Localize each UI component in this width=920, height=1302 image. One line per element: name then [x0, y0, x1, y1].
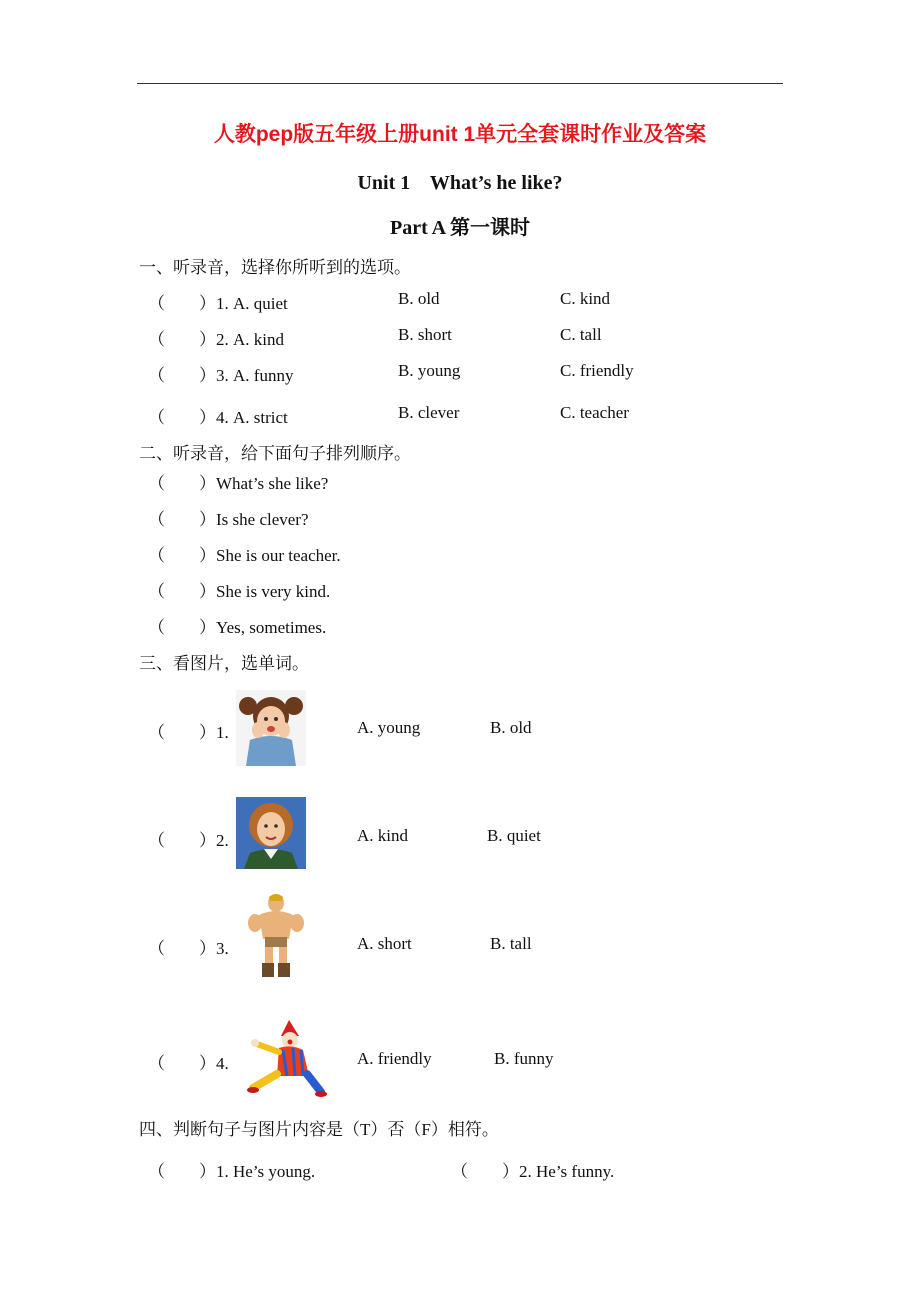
section2-item: （ ）Yes, sometimes. [148, 618, 327, 637]
option-b: B. young [398, 361, 461, 380]
option-c: C. teacher [560, 403, 629, 422]
section2-item: （ ）What’s she like? [148, 474, 329, 493]
option-b: B. clever [398, 403, 460, 422]
answer-blank-open: （ [148, 831, 165, 850]
unit-title: Unit 1 What’s he like? [357, 172, 563, 194]
option-a: A. friendly [357, 1049, 432, 1068]
answer-blank-open: （ [148, 330, 165, 349]
muscle-man-picture [245, 893, 307, 979]
section1-item-1: （ ）1. A. quiet [148, 294, 288, 313]
option-b: B. old [490, 718, 532, 737]
answer-blank-open: （ [148, 546, 165, 565]
answer-blank-open: （ [148, 408, 165, 427]
woman-portrait-picture [236, 797, 306, 869]
answer-blank-open: （ [148, 582, 165, 601]
section3-item-4: （ ）4. [148, 1054, 229, 1073]
answer-blank-open: （ [148, 939, 165, 958]
clown-picture [247, 1018, 327, 1098]
section4-heading: 四、判断句子与图片内容是（T）否（F）相符。 [139, 1120, 499, 1139]
option-b: B. short [398, 325, 452, 344]
option-a: A. short [357, 934, 412, 953]
option-b: B. quiet [487, 826, 541, 845]
answer-blank-open: （ [148, 618, 165, 637]
little-girl-picture [236, 690, 306, 766]
option-c: C. tall [560, 325, 602, 344]
section3-item-3: （ ）3. [148, 939, 229, 958]
answer-blank-open: （ [451, 1162, 468, 1181]
section1-item-4: （ ）4. A. strict [148, 408, 288, 427]
option-b: B. old [398, 289, 440, 308]
section3-heading: 三、看图片，选单词。 [139, 654, 309, 673]
section2-item: （ ）She is our teacher. [148, 546, 341, 565]
document-title: 人教pep版五年级上册unit 1单元全套课时作业及答案 [213, 123, 707, 146]
option-a: A. young [357, 718, 421, 737]
section2-item: （ ）Is she clever? [148, 510, 309, 529]
option-c: C. kind [560, 289, 611, 308]
part-title: Part A 第一课时 [390, 217, 530, 239]
section1-heading: 一、听录音，选择你所听到的选项。 [139, 258, 411, 277]
header-rule [137, 83, 783, 84]
section2-item: （ ）She is very kind. [148, 582, 331, 601]
section1-item-3: （ ）3. A. funny [148, 366, 294, 385]
section3-item-2: （ ）2. [148, 831, 229, 850]
answer-blank-open: （ [148, 723, 165, 742]
section4-item-1: （ ）1. He’s young. [148, 1162, 316, 1181]
option-c: C. friendly [560, 361, 634, 380]
option-b: B. funny [494, 1049, 554, 1068]
option-b: B. tall [490, 934, 532, 953]
answer-blank-open: （ [148, 474, 165, 493]
answer-blank-open: （ [148, 294, 165, 313]
answer-blank-open: （ [148, 1054, 165, 1073]
answer-blank-open: （ [148, 1162, 165, 1181]
section2-heading: 二、听录音，给下面句子排列顺序。 [139, 444, 411, 463]
answer-blank-open: （ [148, 510, 165, 529]
section1-item-2: （ ）2. A. kind [148, 330, 284, 349]
answer-blank-open: （ [148, 366, 165, 385]
section3-item-1: （ ）1. [148, 723, 229, 742]
option-a: A. kind [357, 826, 408, 845]
section4-item-2: （ ）2. He’s funny. [451, 1162, 615, 1181]
